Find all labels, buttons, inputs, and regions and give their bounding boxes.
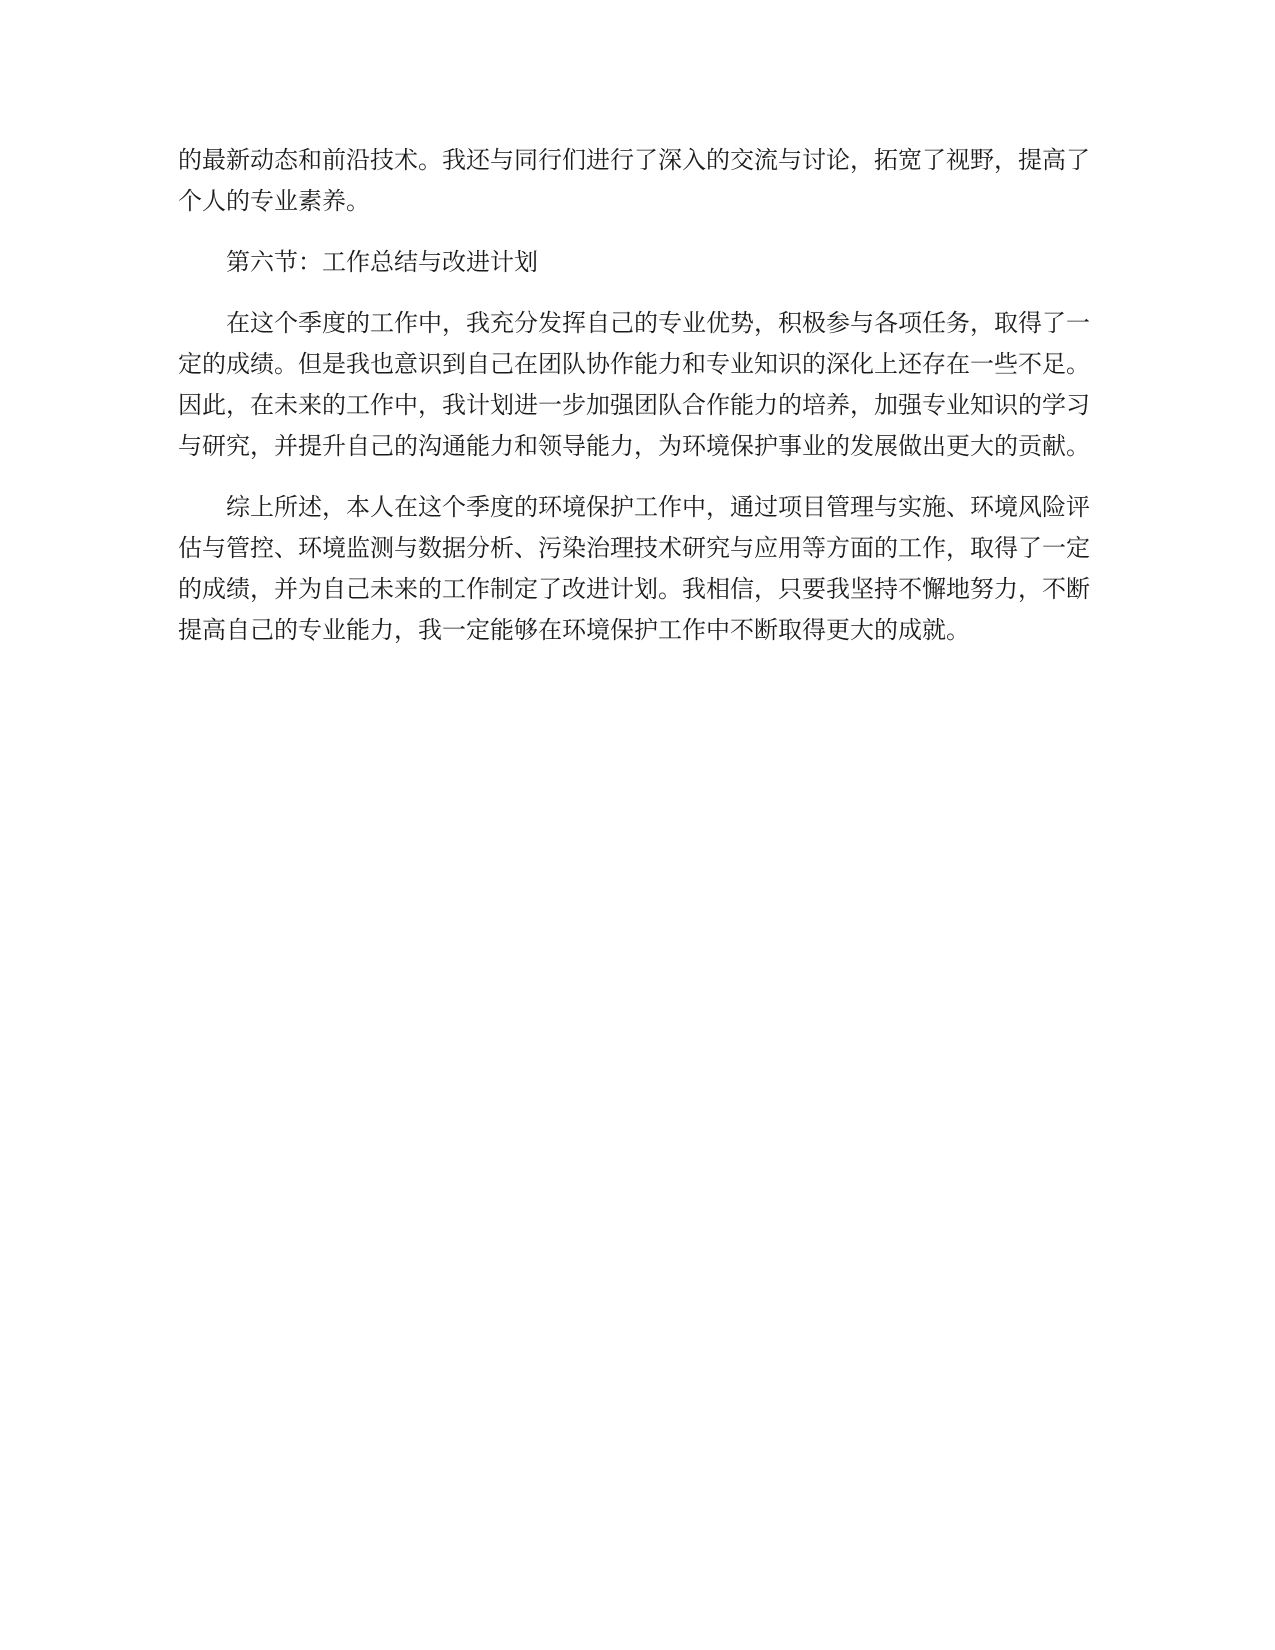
- section-heading: 第六节：工作总结与改进计划: [226, 248, 538, 276]
- document-page: [178, 140, 1090, 651]
- paragraph-conclusion: 综上所述，本人在这个季度的环境保护工作中，通过项目管理与实施、环境风险评估与管控、环境监测与数据分析、污染治理技术研究与应用等方面的工作，取得了一定的成绩，并为自己未来的工作制定了改进计划。我相信，只要我坚持不懈地努力，不断提高自己的专业能力，我一定能够在环境保护工作中不断取得更大的成就。: [178, 493, 1090, 644]
- paragraph-summary: 在这个季度的工作中，我充分发挥自己的专业优势，积极参与各项任务，取得了一定的成绩。但是我也意识到自己在团队协作能力和专业知识的深化上还存在一些不足。因此，在未来的工作中，我计划进一步加强团队合作能力的培养，加强专业知识的学习与研究，并提升自己的沟通能力和领导能力，为环境保护事业的发展做出更大的贡献。: [178, 309, 1090, 460]
- paragraph-continuation: 的最新动态和前沿技术。我还与同行们进行了深入的交流与讨论，拓宽了视野，提高了个人的专业素养。: [178, 146, 1090, 215]
